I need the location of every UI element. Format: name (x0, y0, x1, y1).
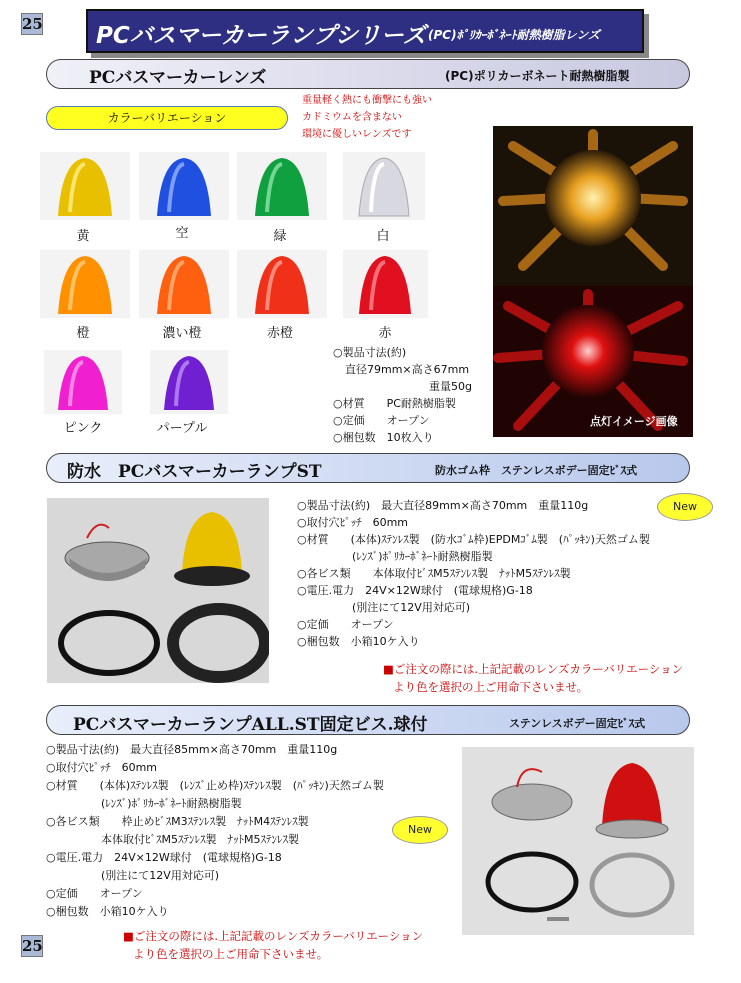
spec-line: 直径79mm×高さ67mm (345, 363, 470, 376)
section2-product-image (47, 498, 269, 683)
page-number-top: 25 (22, 15, 43, 33)
section2-subtitle: 防水ゴム枠 ステンレスボデー固定ﾋﾞｽ式 (435, 464, 638, 477)
spec-line: (ﾚﾝｽﾞ)ﾎﾟﾘｶｰﾎﾞﾈｰﾄ耐熱樹脂製 (46, 797, 242, 810)
lens-label-orange: 橙 (76, 326, 90, 341)
section3-order-note (123, 927, 423, 963)
spec-line: ○梱包数 10枚入り (333, 431, 434, 444)
lens-sky-image (139, 152, 229, 220)
section3-title: PCバスマーカーランプALL.ST固定ビス.球付 (73, 715, 428, 735)
section3-header (46, 705, 690, 735)
spec-line: ○材質 (本体)ｽﾃﾝﾚｽ製 (防水ｺﾞﾑ枠)EPDMｺﾞﾑ製 (ﾊﾟｯｷﾝ)天然ゴム製 (297, 533, 650, 546)
order-line: ■ご注文の際には.上記記載のレンズカラーバリエーション (123, 929, 424, 943)
spec-line: ○材質 (本体)ｽﾃﾝﾚｽ製 (ﾚﾝｽﾞ止め枠)ｽﾃﾝﾚｽ製 (ﾊﾟｯｷﾝ)天然ゴム製 (46, 779, 384, 792)
order-line: ■ご注文の際には.上記記載のレンズカラーバリエーション (383, 662, 684, 676)
section3-subtitle: ステンレスボデー固定ﾋﾞｽ式 (509, 717, 646, 730)
lens-green-image (237, 152, 327, 220)
section2-title: 防水 PCバスマーカーランプST (67, 462, 322, 482)
section2-order-note (383, 660, 683, 696)
title-banner (86, 9, 644, 53)
lens-notes (302, 92, 432, 143)
spec-line: ○製品寸法(約) 最大直径85mm×高さ70mm 重量110g (46, 743, 338, 756)
spec-line: ○定価 オープン (297, 618, 394, 631)
illuminated-lamp-image (493, 126, 693, 437)
spec-line: ○各ビス類 枠止めﾋﾞｽM3ｽﾃﾝﾚｽ製 ﾅｯﾄM4ｽﾃﾝﾚｽ製 (46, 815, 309, 828)
spec-line: (別注にて12V用対応可) (46, 869, 220, 882)
section1-subtitle: (PC)ポリカーボネート耐熱樹脂製 (445, 69, 630, 83)
spec-line: ○電圧.電力 24V×12W球付 (電球規格)G-18 (46, 851, 282, 864)
page-title: PCバスマーカーランプシリーズ (96, 23, 426, 49)
lens-purple-image (150, 350, 228, 414)
section3-new-badge: New (392, 816, 448, 844)
section3-specs (46, 741, 384, 921)
section3-product-image (462, 747, 694, 935)
order-line: より色を選択の上ご用命下さいませ。 (133, 947, 329, 961)
section1-specs (333, 344, 472, 446)
lens-orange-image (40, 250, 130, 318)
lens-yellow-image (40, 152, 130, 220)
illuminated-caption: 点灯イメージ画像 (590, 415, 678, 428)
note-line: 環境に優しいレンズです (302, 129, 412, 140)
section2-header (46, 453, 690, 483)
spec-line: (別注にて12V用対応可) (297, 601, 471, 614)
spec-line: ○梱包数 小箱10ケ入り (46, 905, 169, 918)
spec-line: ○製品寸法(約) (333, 346, 407, 359)
section1-header (46, 59, 690, 89)
spec-line: (ﾚﾝｽﾞ)ﾎﾟﾘｶｰﾎﾞﾈｰﾄ耐熱樹脂製 (297, 550, 493, 563)
lens-label-yellow: 黄 (76, 229, 90, 244)
lens-pink-image (44, 350, 122, 414)
note-line: 重量軽く熱にも衝撃にも強い (302, 95, 432, 106)
lens-label-red-orange: 赤橙 (266, 326, 293, 341)
spec-line: ○梱包数 小箱10ケ入り (297, 635, 420, 648)
lens-label-red: 赤 (378, 326, 392, 341)
section1-title: PCバスマーカーレンズ (89, 68, 267, 88)
section2-new-badge: New (657, 493, 713, 521)
lens-label-pink: ピンク (63, 421, 103, 436)
spec-line: ○電圧.電力 24V×12W球付 (電球規格)G-18 (297, 584, 533, 597)
lens-label-green: 緑 (273, 229, 287, 244)
lens-red-image (343, 250, 428, 318)
section2-specs (297, 497, 650, 650)
spec-line: ○取付穴ﾋﾟｯﾁ 60mm (46, 761, 158, 774)
spec-line: 重量50g (429, 380, 472, 393)
spec-line: ○取付穴ﾋﾟｯﾁ 60mm (297, 516, 409, 529)
spec-line: ○各ビス類 本体取付ﾋﾞｽM5ｽﾃﾝﾚｽ製 ﾅｯﾄM5ｽﾃﾝﾚｽ製 (297, 567, 571, 580)
order-line: より色を選択の上ご用命下さいませ。 (393, 680, 589, 694)
spec-line: ○定価 オープン (333, 414, 430, 427)
spec-line: ○材質 PC耐熱樹脂製 (333, 397, 456, 410)
page-number-bottom: 25 (22, 937, 43, 955)
spec-line: ○製品寸法(約) 最大直径89mm×高さ70mm 重量110g (297, 499, 589, 512)
lens-white-image (343, 152, 425, 220)
page-subtitle: (PC)ﾎﾟﾘｶｰﾎﾞﾈｰﾄ耐熱樹脂レンズ (428, 28, 600, 42)
lens-label-deep-orange: 濃い橙 (162, 326, 202, 341)
lens-red-orange-image (237, 250, 327, 318)
spec-line: ○定価 オープン (46, 887, 143, 900)
note-line: カドミウムを含まない (302, 112, 402, 123)
spec-line: 本体取付ﾋﾞｽM5ｽﾃﾝﾚｽ製 ﾅｯﾄM5ｽﾃﾝﾚｽ製 (46, 833, 299, 846)
color-variation-label: カラーバリエーション (46, 106, 288, 130)
lens-label-sky: 空 (175, 226, 189, 241)
lens-label-purple: パープル (156, 421, 208, 436)
lens-deep-orange-image (139, 250, 229, 318)
lens-label-white: 白 (376, 229, 390, 244)
